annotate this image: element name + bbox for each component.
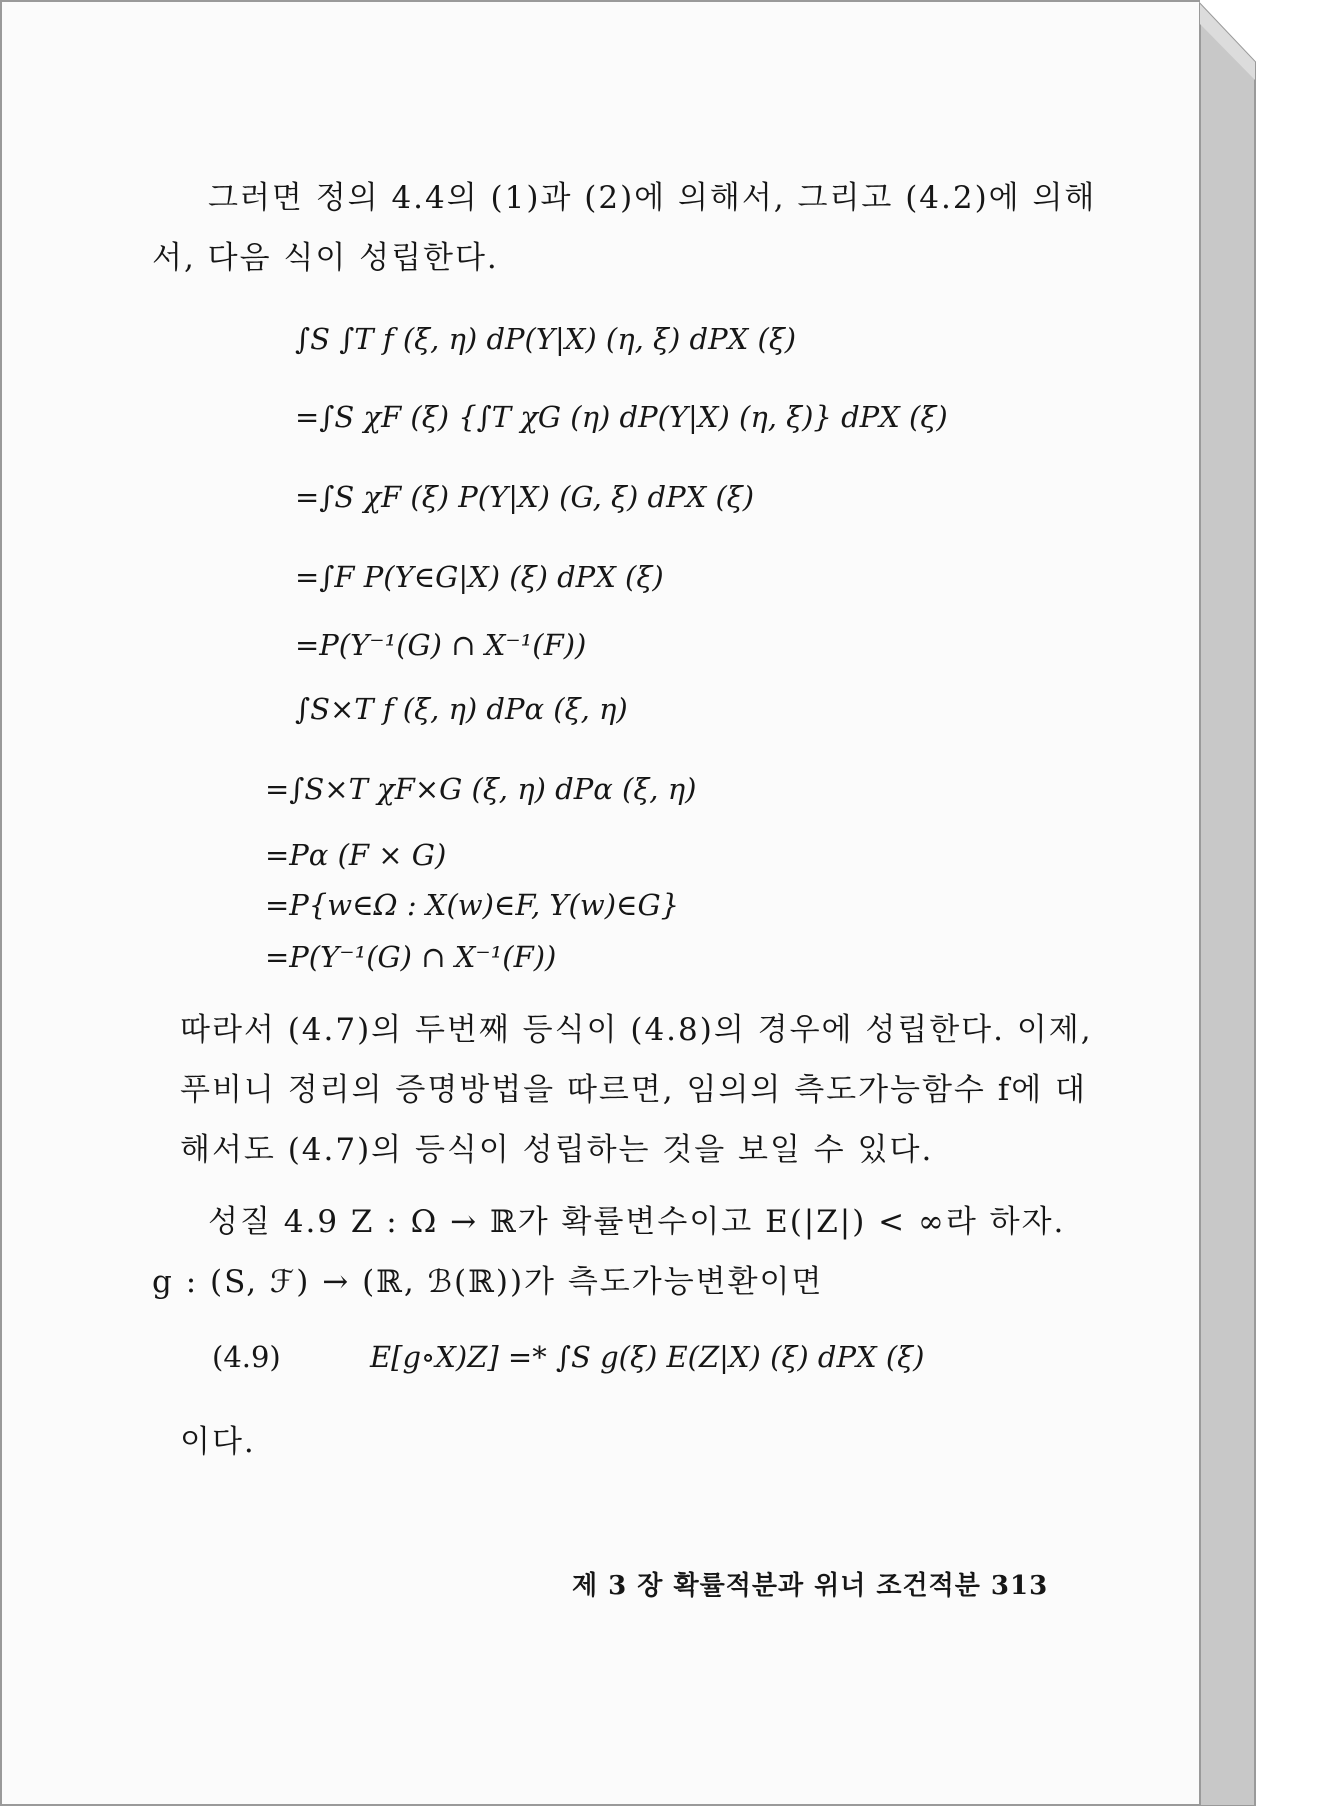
equation-line-9: =P{w∈Ω : X(w)∈F, Y(w)∈G} xyxy=(265,888,680,922)
running-footer: 제 3 장 확률적분과 위너 조건적분 313 xyxy=(572,1571,1049,1601)
equation-line-1: ∫S ∫T f (ξ, η) dP(Y|X) (η, ξ) dPX (ξ) xyxy=(295,322,797,356)
property-4-9 xyxy=(152,1192,1066,1312)
intro-line-2: 서, 다음 식이 성립한다. xyxy=(152,240,499,276)
para2-line-2: 푸비니 정리의 증명방법을 따르면, 임의의 측도가능함수 f에 대 xyxy=(180,1072,1087,1108)
equation-line-8: =Pα (F × G) xyxy=(265,838,447,872)
property-equation: E[g∘X)Z] =* ∫S g(ξ) E(Z|X) (ξ) dPX (ξ) xyxy=(370,1340,925,1374)
property-line-1: 성질 4.9 Z : Ω → ℝ가 확률변수이고 E(|Z|) < ∞라 하자. xyxy=(208,1204,1066,1240)
equation-line-7: =∫S×T χF×G (ξ, η) dPα (ξ, η) xyxy=(265,772,697,806)
property-line-2: g : (S, ℱ) → (ℝ, ℬ(ℝ))가 측도가능변환이면 xyxy=(152,1264,824,1300)
equation-line-10: =P(Y⁻¹(G) ∩ X⁻¹(F)) xyxy=(265,940,557,974)
intro-paragraph xyxy=(152,168,1097,288)
equation-line-5: =P(Y⁻¹(G) ∩ X⁻¹(F)) xyxy=(295,628,587,662)
conclusion-paragraph xyxy=(180,1000,1093,1180)
closing-text: 이다. xyxy=(180,1424,256,1460)
equation-line-4: =∫F P(Y∈G|X) (ξ) dPX (ξ) xyxy=(295,560,664,594)
intro-line-1: 그러면 정의 4.4의 (1)과 (2)에 의해서, 그리고 (4.2)에 의해 xyxy=(208,180,1097,216)
equation-number: (4.9) xyxy=(212,1340,281,1374)
para2-line-3: 해서도 (4.7)의 등식이 성립하는 것을 보일 수 있다. xyxy=(180,1132,934,1168)
equation-line-3: =∫S χF (ξ) P(Y|X) (G, ξ) dPX (ξ) xyxy=(295,480,755,514)
equation-line-6: ∫S×T f (ξ, η) dPα (ξ, η) xyxy=(295,692,628,726)
para2-line-1: 따라서 (4.7)의 두번째 등식이 (4.8)의 경우에 성립한다. 이제, xyxy=(180,1012,1093,1048)
property-closing xyxy=(180,1412,1060,1472)
equation-line-2: =∫S χF (ξ) {∫T χG (η) dP(Y|X) (η, ξ)} dPX (ξ) xyxy=(295,400,948,434)
